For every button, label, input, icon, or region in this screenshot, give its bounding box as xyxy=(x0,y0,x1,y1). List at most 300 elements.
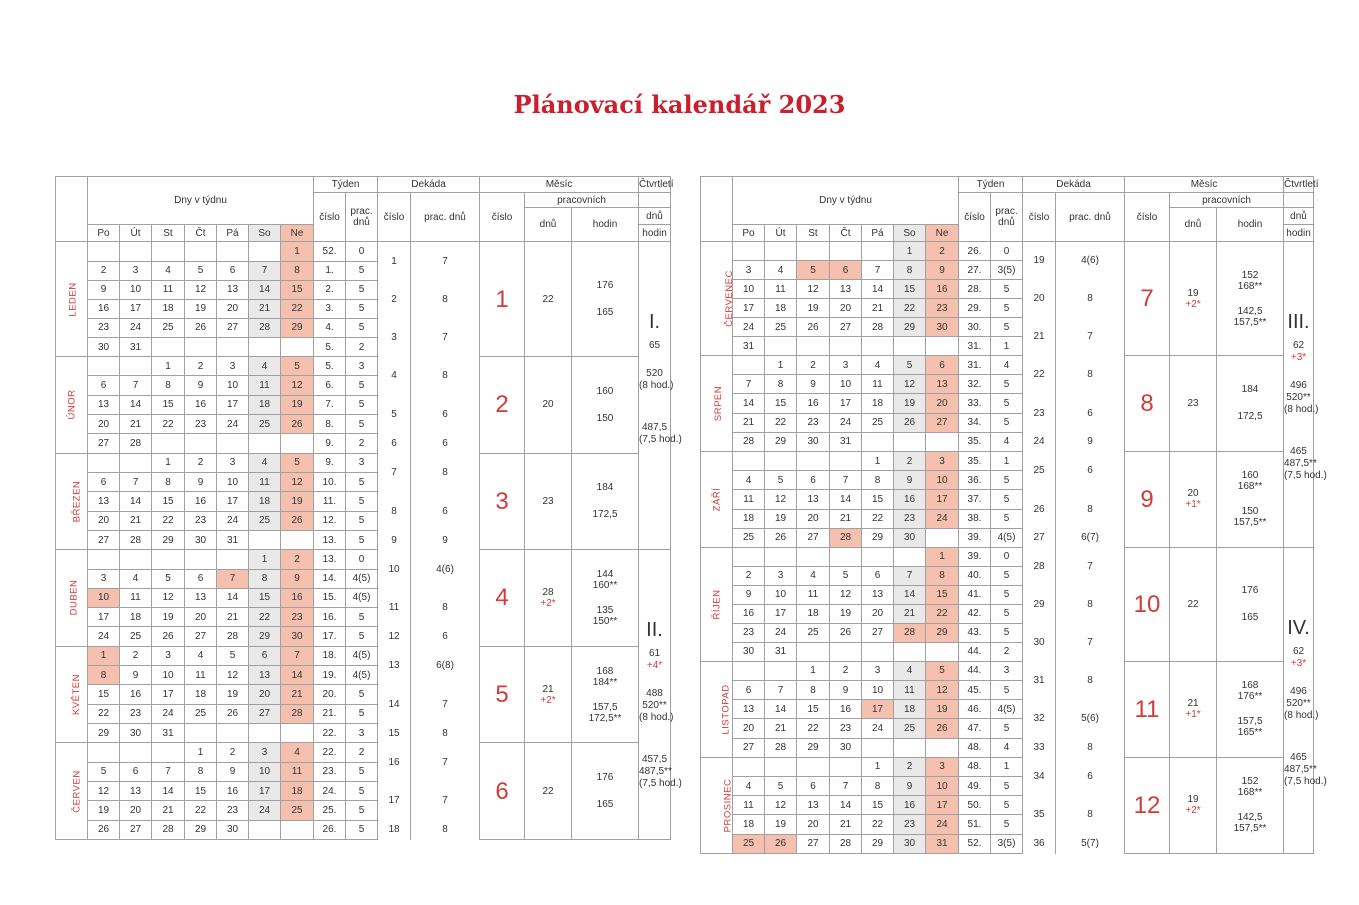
hours-value: 144 xyxy=(596,568,614,580)
month-workdays xyxy=(1170,757,1217,853)
week-workdays: 4 xyxy=(991,738,1023,757)
day-cell: 19 xyxy=(765,815,797,834)
day-cell xyxy=(281,724,314,743)
day-cell: 22 xyxy=(152,511,185,530)
week-workdays: 5 xyxy=(991,509,1023,528)
day-cell: 15 xyxy=(862,796,894,815)
decade-number: 25 xyxy=(1023,451,1056,489)
day-cell: 30 xyxy=(733,642,765,661)
day-cell xyxy=(894,738,926,757)
day-cell: 6 xyxy=(120,762,152,781)
day-cell: 7 xyxy=(733,375,765,394)
decade-number: 6 xyxy=(378,434,411,453)
week-number: 30. xyxy=(959,318,991,337)
week-number: 18. xyxy=(314,646,346,665)
decade-number: 24 xyxy=(1023,432,1056,451)
week-workdays: 5 xyxy=(991,299,1023,318)
day-cell xyxy=(88,743,120,762)
day-cell: 9 xyxy=(217,762,249,781)
day-cell: 10 xyxy=(152,666,185,685)
week-row xyxy=(56,453,671,472)
day-cell: 3 xyxy=(926,757,959,776)
decade-workdays: 7 xyxy=(411,318,480,356)
month-hours xyxy=(572,646,639,743)
day-cell xyxy=(281,337,314,356)
week-number: 39. xyxy=(959,547,991,566)
day-cell: 27 xyxy=(797,528,830,547)
day-cell: 17 xyxy=(830,394,862,413)
day-cell: 8 xyxy=(894,261,926,280)
hours-value: 160 xyxy=(1241,470,1259,482)
day-cell: 17 xyxy=(765,604,797,623)
day-cell: 14 xyxy=(120,492,152,511)
week-workdays: 1 xyxy=(991,451,1023,470)
week-workdays: 4(5) xyxy=(991,700,1023,719)
spacer xyxy=(572,591,638,605)
day-cell: 16 xyxy=(733,604,765,623)
week-workdays: 5 xyxy=(346,492,378,511)
spacer xyxy=(1217,492,1283,506)
week-number-header: číslo xyxy=(314,193,346,242)
day-cell: 8 xyxy=(152,376,185,395)
week-number: 45. xyxy=(959,681,991,700)
day-cell: 16 xyxy=(120,685,152,704)
decade-workdays: 7 xyxy=(411,743,480,782)
week-number: 29. xyxy=(959,299,991,318)
day-cell: 11 xyxy=(733,490,765,509)
day-cell: 13 xyxy=(120,781,152,800)
day-cell: 22 xyxy=(894,299,926,318)
day-cell: 19 xyxy=(797,299,830,318)
hours-value: 172,5 xyxy=(592,509,618,521)
day-cell: 16 xyxy=(797,394,830,413)
decade-number: 35 xyxy=(1023,796,1056,834)
week-number: 13. xyxy=(314,530,346,549)
week-workdays: 4(5) xyxy=(346,666,378,685)
day-cell: 27 xyxy=(185,627,217,646)
day-cell: 17 xyxy=(862,700,894,719)
month-hours-header: hodin xyxy=(1217,208,1284,242)
day-cell: 24 xyxy=(217,415,249,434)
month-workdays-value: 22 xyxy=(542,293,554,305)
day-cell: 15 xyxy=(765,394,797,413)
day-cell xyxy=(152,337,185,356)
quarter-hours-8-alt: 520** xyxy=(1286,392,1311,403)
week-row xyxy=(701,356,1314,375)
day-cell: 5 xyxy=(152,569,185,588)
day-cell: 2 xyxy=(926,242,959,261)
quarter-header: Čtvrtletí xyxy=(639,177,671,193)
day-cell: 13 xyxy=(797,796,830,815)
day-cell: 14 xyxy=(894,585,926,604)
quarter-hours-8-note: (8 hod.) xyxy=(1284,709,1319,721)
decade-number: 2 xyxy=(378,280,411,318)
day-cell xyxy=(88,242,120,261)
decade-workdays: 6(8) xyxy=(411,646,480,685)
decade-number: 18 xyxy=(378,820,411,839)
decade-workdays: 5(6) xyxy=(1056,700,1125,738)
day-cell xyxy=(217,242,249,261)
day-cell: 6 xyxy=(797,471,830,490)
day-cell: 8 xyxy=(88,666,120,685)
day-cell: 10 xyxy=(217,472,249,491)
day-cell xyxy=(926,738,959,757)
month-number: 5 xyxy=(480,646,525,743)
week-number: 44. xyxy=(959,642,991,661)
week-workdays: 2 xyxy=(346,743,378,762)
spacer xyxy=(639,672,670,688)
quarter-blank-header xyxy=(639,193,671,208)
day-cell: 19 xyxy=(217,685,249,704)
decade-workdays: 8 xyxy=(1056,796,1125,834)
day-cell: 18 xyxy=(281,781,314,800)
day-cell: 11 xyxy=(894,681,926,700)
decade-number: 16 xyxy=(378,743,411,782)
day-cell: 26 xyxy=(894,413,926,432)
hours-value: 176 xyxy=(596,280,614,292)
day-cell: 23 xyxy=(185,511,217,530)
day-cell: 28 xyxy=(152,820,185,839)
week-number: 40. xyxy=(959,566,991,585)
week-workdays: 3 xyxy=(346,357,378,376)
day-cell: 23 xyxy=(217,801,249,820)
month-header: Měsíc xyxy=(480,177,639,193)
calendar-table-right xyxy=(700,176,1327,854)
day-cell: 17 xyxy=(926,796,959,815)
corner-header xyxy=(56,177,88,242)
day-cell: 12 xyxy=(765,796,797,815)
day-cell: 19 xyxy=(830,604,862,623)
day-cell: 4 xyxy=(797,566,830,585)
day-cell: 30 xyxy=(120,724,152,743)
month-number-header: číslo xyxy=(1125,193,1170,242)
day-cell: 6 xyxy=(185,569,217,588)
week-row xyxy=(701,451,1314,470)
week-number: 36. xyxy=(959,471,991,490)
month-name-label: KVĚTEN xyxy=(71,674,83,716)
day-cell: 18 xyxy=(862,394,894,413)
day-cell: 21 xyxy=(862,299,894,318)
day-cell: 2 xyxy=(894,451,926,470)
month-hours xyxy=(572,242,639,357)
day-cell: 26 xyxy=(765,528,797,547)
month-name xyxy=(56,550,88,647)
decade-number: 33 xyxy=(1023,738,1056,757)
month-hours xyxy=(572,453,639,550)
day-cell xyxy=(217,724,249,743)
calendar-table-left xyxy=(55,176,682,840)
month-hours xyxy=(572,550,639,647)
day-cell: 5 xyxy=(765,777,797,796)
day-cell: 24 xyxy=(733,318,765,337)
day-cell: 12 xyxy=(926,681,959,700)
quarter-summary xyxy=(1284,242,1327,548)
day-cell: 6 xyxy=(733,681,765,700)
decade-number: 12 xyxy=(378,627,411,646)
day-cell: 18 xyxy=(894,700,926,719)
month-days-header: dnů xyxy=(1170,208,1217,242)
day-cell: 29 xyxy=(249,627,281,646)
day-cell: 8 xyxy=(281,261,314,280)
day-cell: 22 xyxy=(765,413,797,432)
day-cell: 8 xyxy=(926,566,959,585)
day-cell: 27 xyxy=(926,413,959,432)
day-cell: 2 xyxy=(281,550,314,569)
month-workdays-value: 20 xyxy=(542,399,554,411)
day-cell: 2 xyxy=(88,261,120,280)
day-cell: 30 xyxy=(797,432,830,451)
month-number: 1 xyxy=(480,242,525,357)
quarter-hours-header: hodin xyxy=(1284,225,1314,242)
day-cell: 20 xyxy=(926,394,959,413)
quarter-hours-8-note: (8 hod.) xyxy=(639,712,674,724)
day-cell: 9 xyxy=(733,585,765,604)
days-group-header: Dny v týdnu xyxy=(88,177,314,225)
month-workdays xyxy=(1170,242,1217,356)
decade-workdays: 6 xyxy=(1056,394,1125,432)
quarter-hours-8-alt: 520** xyxy=(642,700,667,712)
day-cell: 18 xyxy=(185,685,217,704)
decade-workdays: 9 xyxy=(411,530,480,549)
day-cell: 1 xyxy=(797,661,830,680)
day-cell: 24 xyxy=(120,318,152,337)
quarter-hours-75-note: (7,5 hod.) xyxy=(1284,470,1327,481)
day-cell: 11 xyxy=(733,796,765,815)
week-workdays: 1 xyxy=(991,757,1023,776)
week-workdays: 5 xyxy=(991,394,1023,413)
day-cell: 29 xyxy=(765,432,797,451)
decade-workdays: 7 xyxy=(411,685,480,724)
week-number: 19. xyxy=(314,666,346,685)
day-cell: 27 xyxy=(88,434,120,453)
day-cell xyxy=(894,642,926,661)
day-cell: 22 xyxy=(88,704,120,723)
day-cell: 28 xyxy=(281,704,314,723)
decade-number: 15 xyxy=(378,724,411,743)
day-cell: 24 xyxy=(88,627,120,646)
day-cell: 26 xyxy=(281,511,314,530)
day-cell xyxy=(765,547,797,566)
day-cell: 9 xyxy=(88,280,120,299)
day-cell: 31 xyxy=(120,337,152,356)
week-number: 31. xyxy=(959,356,991,375)
day-cell xyxy=(797,757,830,776)
decade-number: 17 xyxy=(378,781,411,820)
month-hours xyxy=(1217,661,1284,757)
day-cell: 21 xyxy=(120,415,152,434)
day-cell: 21 xyxy=(249,299,281,318)
day-cell: 15 xyxy=(88,685,120,704)
quarter-days-extra: +3* xyxy=(1290,657,1307,669)
day-name-header: So xyxy=(249,225,281,242)
day-cell: 7 xyxy=(830,471,862,490)
day-cell: 24 xyxy=(249,801,281,820)
hours-value: 165 xyxy=(596,799,614,811)
day-cell: 2 xyxy=(120,646,152,665)
day-cell: 25 xyxy=(185,704,217,723)
decade-number: 31 xyxy=(1023,661,1056,699)
quarter-days-header: dnů xyxy=(639,208,671,225)
day-cell: 10 xyxy=(830,375,862,394)
day-cell: 2 xyxy=(733,566,765,585)
day-cell: 24 xyxy=(765,623,797,642)
day-cell xyxy=(249,820,281,839)
hours-value: 150 xyxy=(596,412,614,424)
day-cell: 23 xyxy=(281,608,314,627)
day-cell xyxy=(894,337,926,356)
day-cell: 11 xyxy=(185,666,217,685)
week-number: 38. xyxy=(959,509,991,528)
month-number: 6 xyxy=(480,743,525,840)
hours-value: 168** xyxy=(1237,280,1263,292)
day-name-header: Pá xyxy=(862,225,894,242)
day-name-header: St xyxy=(152,225,185,242)
quarter-summary xyxy=(639,242,682,550)
day-cell xyxy=(185,242,217,261)
day-cell: 14 xyxy=(152,781,185,800)
day-cell: 19 xyxy=(926,700,959,719)
hours-value: 150 xyxy=(1241,506,1259,518)
day-cell: 5 xyxy=(281,357,314,376)
day-cell xyxy=(281,820,314,839)
week-workdays-header: prac. dnů xyxy=(346,193,378,242)
day-cell: 10 xyxy=(733,280,765,299)
day-cell: 6 xyxy=(862,566,894,585)
month-number: 7 xyxy=(1125,242,1170,356)
day-cell: 18 xyxy=(797,604,830,623)
day-cell xyxy=(120,743,152,762)
quarter-hours-75-alt: 487,5** xyxy=(1284,458,1317,469)
day-cell: 4 xyxy=(281,743,314,762)
day-cell: 30 xyxy=(281,627,314,646)
day-cell xyxy=(249,530,281,549)
decade-workdays: 8 xyxy=(411,724,480,743)
decade-number: 13 xyxy=(378,646,411,685)
day-cell: 27 xyxy=(120,820,152,839)
day-cell: 7 xyxy=(862,261,894,280)
day-cell: 21 xyxy=(830,509,862,528)
month-name xyxy=(701,661,733,757)
day-cell: 23 xyxy=(88,318,120,337)
day-cell: 14 xyxy=(120,395,152,414)
day-cell: 20 xyxy=(797,509,830,528)
quarter-blank-header xyxy=(1284,193,1314,208)
day-cell: 4 xyxy=(249,453,281,472)
day-cell: 24 xyxy=(152,704,185,723)
week-number: 4. xyxy=(314,318,346,337)
week-workdays: 2 xyxy=(346,337,378,356)
week-number: 42. xyxy=(959,604,991,623)
day-cell: 20 xyxy=(88,511,120,530)
day-cell: 15 xyxy=(894,280,926,299)
day-cell: 21 xyxy=(765,719,797,738)
week-number: 14. xyxy=(314,569,346,588)
week-number: 52. xyxy=(314,242,346,261)
day-cell xyxy=(281,530,314,549)
hours-value: 152 xyxy=(1241,269,1259,281)
page-title: Plánovací kalendář 2023 xyxy=(513,90,846,119)
hours-value: 160 xyxy=(596,385,614,397)
quarter-days: 62 xyxy=(1292,340,1305,351)
week-number: 10. xyxy=(314,472,346,491)
day-cell xyxy=(830,242,862,261)
day-cell: 5 xyxy=(185,261,217,280)
day-cell: 9 xyxy=(894,471,926,490)
day-cell: 25 xyxy=(765,318,797,337)
quarter-days: 62 xyxy=(1292,645,1305,657)
day-cell: 28 xyxy=(862,318,894,337)
day-name-header: Ne xyxy=(281,225,314,242)
day-name-header: Út xyxy=(765,225,797,242)
week-row xyxy=(701,661,1314,680)
day-cell: 28 xyxy=(120,434,152,453)
day-cell: 13 xyxy=(797,490,830,509)
month-workdays xyxy=(525,453,572,550)
day-cell: 1 xyxy=(926,547,959,566)
decade-workdays: 4(6) xyxy=(1056,242,1125,280)
days-group-header: Dny v týdnu xyxy=(733,177,959,225)
day-cell: 2 xyxy=(894,757,926,776)
day-cell: 31 xyxy=(830,432,862,451)
week-workdays: 5 xyxy=(346,781,378,800)
day-cell: 7 xyxy=(217,569,249,588)
week-number: 27. xyxy=(959,261,991,280)
day-cell: 12 xyxy=(152,588,185,607)
header-row xyxy=(56,177,671,193)
week-workdays: 5 xyxy=(991,280,1023,299)
hours-value: 168 xyxy=(596,665,614,677)
week-number: 26. xyxy=(314,820,346,839)
month-name-label: SRPEN xyxy=(713,385,725,422)
decade-number: 7 xyxy=(378,453,411,492)
spacer xyxy=(1217,798,1283,812)
week-workdays: 5 xyxy=(346,415,378,434)
week-workdays: 5 xyxy=(991,604,1023,623)
day-cell: 4 xyxy=(249,357,281,376)
day-cell: 15 xyxy=(797,700,830,719)
day-cell xyxy=(926,337,959,356)
day-cell: 9 xyxy=(281,569,314,588)
week-workdays: 5 xyxy=(346,530,378,549)
week-row xyxy=(701,547,1314,566)
week-number: 46. xyxy=(959,700,991,719)
day-cell: 8 xyxy=(862,777,894,796)
week-row xyxy=(56,646,671,665)
spacer xyxy=(1284,670,1313,686)
day-cell: 8 xyxy=(249,569,281,588)
day-cell: 23 xyxy=(894,815,926,834)
decade-workdays: 8 xyxy=(411,280,480,318)
day-cell: 22 xyxy=(926,604,959,623)
week-workdays: 4 xyxy=(991,432,1023,451)
week-workdays: 5 xyxy=(346,762,378,781)
week-number: 47. xyxy=(959,719,991,738)
hours-value: 157,5** xyxy=(1233,823,1267,835)
day-cell: 11 xyxy=(249,472,281,491)
day-cell: 8 xyxy=(862,471,894,490)
quarter-days-extra: +4* xyxy=(646,660,663,672)
day-cell xyxy=(765,337,797,356)
decade-workdays: 7 xyxy=(1056,623,1125,661)
day-name-header: So xyxy=(894,225,926,242)
day-cell: 28 xyxy=(830,528,862,547)
week-workdays: 3 xyxy=(991,661,1023,680)
day-cell: 18 xyxy=(249,395,281,414)
day-cell: 9 xyxy=(894,777,926,796)
day-cell: 6 xyxy=(249,646,281,665)
week-row xyxy=(56,743,671,762)
decade-workdays: 7 xyxy=(1056,547,1125,585)
